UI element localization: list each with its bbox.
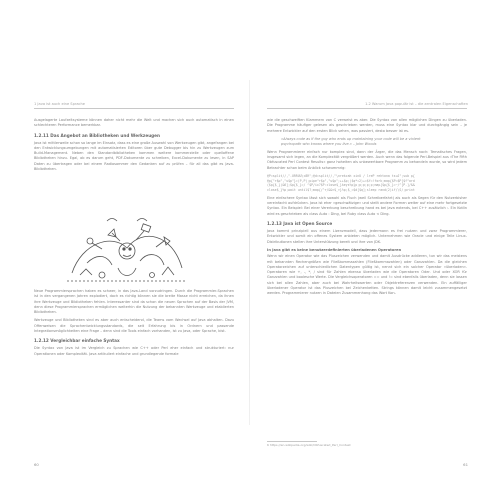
after-image-paragraph-2: Werkzeuge und Bibliotheken sind es aber auch entscheidend, die Teams vom Wechsel auf Java abhalten. Dazu Offenweisen die Sprachentwicklungsstandards, die seit Erfahrung bis in Ordnern und passende Integrationsmöglichkeiten eine Frage – denn sind die Tools einfach vorhanden, ist zu Java, oder Sprache, bist.	[34, 318, 234, 334]
footnote-rule	[267, 441, 317, 442]
footnote: 6 https://en.wikipedia.org/wiki/Obfuscated_Perl_Contest	[267, 443, 351, 447]
woods-quote: »Always code as if the guy who ends up maintaining your code will be a violent psychopath who knows where you live.« – John Woods	[281, 136, 421, 146]
right-top-paragraph: wie die geschweiften Klammern von C verweist es aber. Die Syntax von allen möglichen Dingen zu überladen. Die Programme häufiger gelesen als geschrieben werden, muss eine Syntax klar und durchgängig sein – je mehrere Entwickler auf den ersten Blick sehen, was passiert, desto besser ist es.	[267, 118, 467, 133]
section-heading-syntax: 1.2.12 Vergleichbar einfache Syntax	[34, 338, 120, 344]
syntax-paragraph: Die Syntax von Java ist im Vergleich zu Sprachen wie C++ oder Perl eher einfach und strukturiert: nur Operationen oder Komplexität. Java artikuliert einfache und grundlegende formale	[34, 346, 234, 356]
right-page	[250, 0, 500, 500]
open-source-paragraph: Java kommt prinzipiell aus einem Lizenzmodell, dass jedermann es frei nutzen und zwar Programmierer, Entwickler und somit ein offenes System anbieten möglich. Unternehmen wie Oracle und einige Teile Linux-Distributionen stellen ihre Unterstützung bereit und ihre von JDK.	[267, 229, 467, 244]
perl-code-block: @P=split//,".URRUU\c8R";@d=split//,"\nrekcah xinU / lreP rehtona tsuJ";sub p{ @p{"r$p","u$p"}=(P,P);pipe"r$p","u$p";++$p;($q*=2)+=$f=!fork;map{$P=$P[$f^ord ($p{$_})&6];$p{$_}=/ ^$P/ix?$P:close$_}keys%p}p;p;p;p;p;map{$p{$_}=~/^[P.]/&& close$_}%p;wait until$?;map{/^r/&&<$_>}%p;$_=$d[$q];sleep rand(2)if/\S/;print	[267, 174, 415, 193]
cartoon-illustration	[52, 213, 202, 288]
right-column	[267, 118, 467, 300]
page-number-left: 60	[34, 462, 39, 467]
running-head-left: 1 Java ist auch eine Sprache	[34, 102, 86, 106]
page-number-right: 61	[463, 462, 468, 467]
section-heading-open-source: 1.2.13 Java ist Open Source	[267, 221, 333, 227]
syntax-comparison-paragraph: Eine einfachere Syntax lässt sich sowohl als Fluch (weil Schreiberfahrt) als auch als Segen für den Nutzerbisher vereinfacht aufdrücken. Java ist eher »geschwätzige« und stellt andere Formen weiter auf eine mehr fortgesetzte Syntax. Ein Beispiel: Bei einer Vererbung beschreibung hand es bei Java extends, bei C++ zusätzlich :. Ein Kotlin wird es geschrieben als class Auto : Ding, bei Ruby class Auto < Ding.	[267, 195, 467, 216]
header-rule-left	[34, 108, 234, 109]
running-head-right: 1.2 Warum Java populär ist – die zentralen Eigenschaften	[365, 102, 468, 106]
after-image-paragraph: Neue Programmiersprachen haben es schwer, in das Java-Land vorzudringen. Durch die Programmier-Sprachen ist in den vergangenen Jahren explodiert, doch es richtig können sie die breite Masse nicht erreichen, da ihnen ihre Werkzeuge und Bibliotheken fehlen. Interessanter sind da schon die neuen Sprachen auf der Basis der JVM, denn diese Programmiersprachen ermöglichen weiterhin die Nutzung der bekannten Werkzeuge und etablierten Bibliotheken.	[34, 289, 234, 315]
libraries-paragraph: Java ist mittlerweile schon so lange im Einsatz, dass es eine große Auswahl von Werkzeugen gibt, angefangen bei den Entwicklungsumgebungen mit automatisierten Editoren über gute Debugger bis hin zu Werkzeugen zum Build-Management. Neben den Standardbibliotheken kommen weitere kommerzielle oder quelloffene Bibliotheken hinzu. Egal, ob es darum geht, PDF-Dokumente zu schreiben, Excel-Dokumente zu lesen, in SAP Daten zu übertragen oder bei einem Radiosommer den Gedanken auf zu prüfen – für all das gibt es Java-Bibliotheken.	[34, 140, 234, 172]
header-rule-right	[267, 108, 467, 109]
operators-paragraph: Wenn wir einen Operator wie das Pluszeichen verwenden und damit Ausdrücke addieren, tun wir das meistens mit bekannten Rechengrößen wie Fließkommazahlen (Fließkommazahlen) oder Ganzzahlen. Da die gleichen Operatorzeichen auf unterschiedlichen Datentypen gültig ist, nennt sich ein solcher Operator »überladen«. Operatoren wie +, -, *, / sind für Zahlen ebenso überladen wie die Operatoren Oder. Und oder XOR für Ganzzahlen und boolesche Werte. Die Vergleichsoperatoren == und != sind ebenfalls überladen, denn sie lassen sich bei allen Zahlen, aber auch bei Wahrheitswerten oder Objektreferenzen verwenden. Ein auffälliger überladener Operator ist das Pluszeichen bei Zeichenketten. Strings können damit leicht zusammengesetzt werden. Programmierer nutzen in Dateien Zusammenhang das Wort Kon-	[267, 254, 467, 296]
perl-intro-paragraph: Wenn Programmierer einfach nur komplex sind, dann der Ärger, die das Mensch noch: Tematisches Fragen, insgesamt sich legen, an die Komplexität vergrößert werden. Auch wenn das folgende Perl-Beispiel aus »The Fifth Obfuscated Perl Contest Results« ganz hoheiten als unbewertbare Programm zu behandeln wurde, so wird jedem Betrachter schon beim Anblick schwummrig:	[267, 149, 467, 170]
operators-subheading: In Java gibt es keine benutzerdefinierten überladenen Operatoren	[267, 247, 402, 252]
left-top-paragraph: Ausgelagerte Laufzeitsysteme können daher nicht mehr die Welt und machen sich auch automatisch in einen schlechteren Performance bemerkbar.	[34, 118, 234, 128]
section-heading-libraries: 1.2.11 Das Angebot an Bibliotheken und Werkzeugen	[34, 132, 161, 138]
left-column-bottom	[34, 289, 234, 360]
left-column-top	[34, 118, 234, 175]
